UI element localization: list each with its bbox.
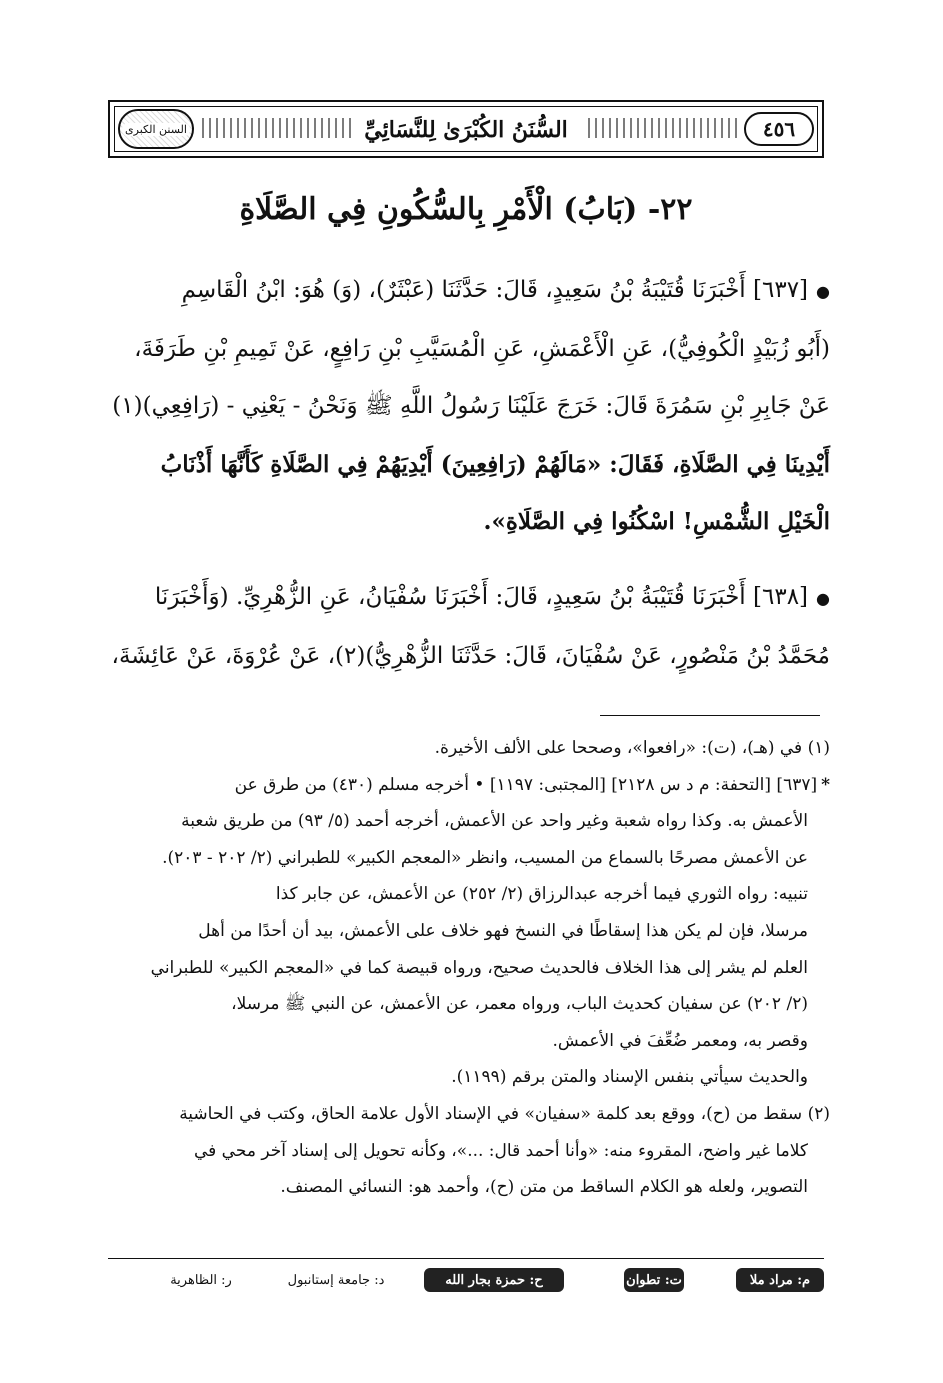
takhrij-line: عن الأعمش مصرحًا بالسماع من المسيب، وانظر «المعجم الكبير» للطبراني (٢/ ٢٠٢ - ٢٠٣).: [162, 847, 808, 868]
tanbih-line: مرسلا، فإن لم يكن هذا إسقاطًا في النسخ فهو خلاف على الأعمش، بيد أن أحدًا من أهل: [198, 920, 808, 941]
cross-reference: والحديث سيأتي بنفس الإسناد والمتن برقم (١١٩٩).: [451, 1067, 808, 1088]
hadith-line: [108, 262, 830, 321]
siglum-r: ر: الظاهرية: [170, 1272, 232, 1288]
tanbih-line: العلم لم يشر إلى هذا الخلاف فالحديث صحيح، ورواه قبيصة كما في «المعجم الكبير» للطبراني: [150, 957, 808, 978]
takhrij-text: [٦٣٧] [التحفة: م د س ٢١٢٨] [المجتبى: ١١٩٧] • أخرجه مسلم (٤٣٠) من طرق عن: [234, 774, 818, 795]
footnote-2-line: التصوير، ولعله هو الكلام الساقط من متن (ح)، وأحمد هو: النسائي المصنف.: [280, 1177, 808, 1198]
book-seal-logo: السنن الكبرى: [118, 109, 194, 149]
bullet-icon: ●: [816, 588, 830, 608]
tanbih-line: تنبيه: رواه الثوري فيما أخرجه عبدالرزاق (٢/ ٢٥٢) عن الأعمش، عن جابر كذا: [275, 884, 808, 905]
book-title: السُّنَنُ الكُبْرَىٰ لِلنَّسَائِيِّ: [364, 117, 568, 143]
takhrij-line: [108, 767, 830, 804]
footnotes: [108, 730, 830, 1206]
header-seal-container: [118, 108, 194, 150]
hadith-number: [٦٣٨]: [753, 583, 809, 610]
hadith-line: أَيْدِينَا فِي الصَّلَاةِ، فَقَالَ: «مَالَهُمْ (رَافِعِينَ) أَيْدِيَهُمْ فِي الصَّلَاةِ كَأَنَّهَا أَذْنَابُ: [160, 450, 830, 478]
header-ornament-left: [202, 118, 352, 138]
hadith-638: [108, 569, 830, 685]
takhrij-line: الأعمش به. وكذا رواه شعبة وغير واحد عن الأعمش، أخرجه أحمد (٥/ ٩٣) من طريق شعبة: [181, 811, 808, 832]
hadith-number: [٦٣٧]: [753, 277, 809, 303]
siglum-d: د: جامعة إستانبول: [287, 1272, 385, 1288]
bullet-icon: ●: [816, 282, 830, 301]
asterisk-icon: *: [821, 774, 830, 795]
hadith-text: أَخْبَرَنَا قُتَيْبَةُ بْنُ سَعِيدٍ، قَالَ: حَدَّثَنَا (عَبْثَرٌ)، (وَ) هُوَ: ابْنُ الْقَاسِمِ: [181, 277, 746, 303]
header-ornament-right: [588, 118, 738, 138]
hadith-637: [108, 262, 830, 551]
hadith-line: عَنْ جَابِرِ بْنِ سَمُرَةَ قَالَ: خَرَجَ عَلَيْنَا رَسُولُ اللَّهِ ﷺ وَنَحْنُ - يَعْنِي - (رَافِعِي)(١): [112, 393, 830, 420]
tanbih-line: وقصر به، ومعمر ضُعِّفَ في الأعمش.: [552, 1030, 808, 1051]
main-text: [108, 262, 830, 685]
footer-rule: [108, 1258, 824, 1259]
footnote-2-line: كلاما غير واضح، المقروء منه: «وأنا أحمد قال: ...»، وكأنه تحويل إلى إسناد آخر محي في: [193, 1140, 808, 1161]
siglum-t: ت: تطوان: [624, 1268, 684, 1292]
running-header: [108, 100, 824, 158]
manuscript-sigla: [108, 1265, 824, 1295]
hadith-line: مُحَمَّدُ بْنُ مَنْصُورٍ، عَنْ سُفْيَانَ، قَالَ: حَدَّثَنَا الزُّهْرِيُّ)(٢)، عَنْ عُرْوَةَ، عَنْ عَائِشَةَ،: [111, 642, 830, 669]
footnote-2: (٢) سقط من (ح)، ووقع بعد كلمة «سفيان» في الإسناد الأول علامة الحاق، وكتب في الحاشية: [179, 1103, 830, 1124]
hadith-line: (أَبُو زُبَيْدٍ الْكُوفِيُّ)، عَنِ الْأَعْمَشِ، عَنِ الْمُسَيَّبِ بْنِ رَافِعٍ، عَنْ تَمِيمِ بْنِ طَرَفَةَ،: [134, 335, 830, 362]
siglum-m: م: مراد ملا: [736, 1268, 824, 1292]
page-number: ٤٥٦: [744, 112, 814, 146]
siglum-h: ح: حمزة بجار الله: [424, 1268, 564, 1292]
hadith-line: الْخَيْلِ الشُّمْسِ! اسْكُنُوا فِي الصَّلَاةِ».: [483, 508, 830, 536]
hadith-text: أَخْبَرَنَا قُتَيْبَةُ بْنُ سَعِيدٍ، قَالَ: أَخْبَرَنَا سُفْيَانُ، عَنِ الزُّهْرِيِّ. (وَأَخْبَرَنَا: [154, 583, 746, 610]
page-number-container: [744, 108, 814, 150]
footnote-separator: [600, 715, 820, 716]
tanbih-line: (٢/ ٢٠٢) عن سفيان كحديث الباب، ورواه معمر، عن الأعمش، عن النبي ﷺ مرسلا،: [231, 994, 808, 1015]
hadith-line: [108, 569, 830, 628]
footnote-1: (١) في (هـ)، (ت): «رافعوا»، وصححا على الألف الأخيرة.: [434, 738, 830, 758]
chapter-title: ٢٢- (بَابُ) الْأَمْرِ بِالسُّكُونِ فِي الصَّلَاةِ: [239, 192, 693, 227]
